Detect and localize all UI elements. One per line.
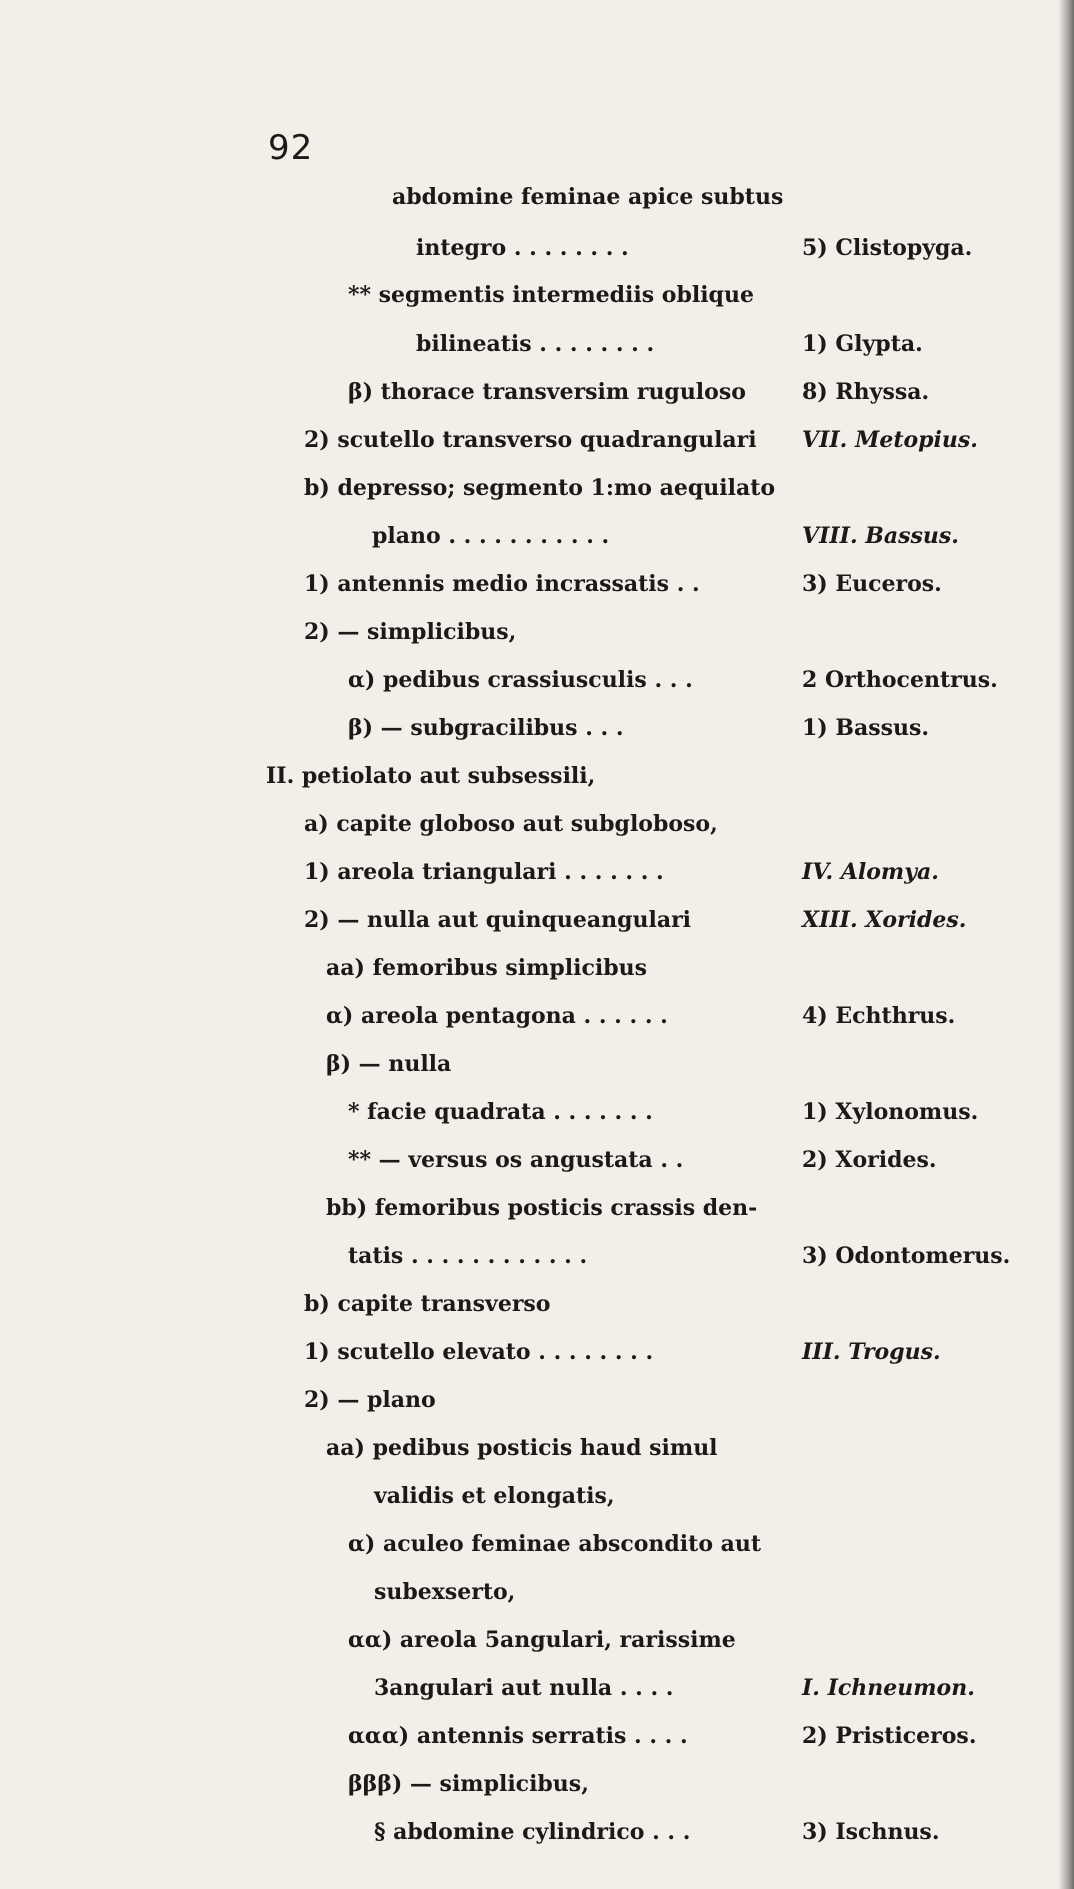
genus-entry: 5) Clistopyga.: [802, 235, 973, 261]
text-line: bb) femoribus posticis crassis den-: [326, 1195, 758, 1221]
text-line: integro . . . . . . . .: [416, 235, 629, 261]
genus-entry: I. Ichneumon.: [802, 1675, 975, 1701]
genus-entry: 2) Pristiceros.: [802, 1723, 977, 1749]
genus-entry: 1) Xylonomus.: [802, 1099, 979, 1125]
genus-entry: 2 Orthocentrus.: [802, 667, 998, 693]
genus-entry: 2) Xorides.: [802, 1147, 937, 1173]
genus-entry: VII. Metopius.: [802, 427, 978, 453]
text-line: subexserto,: [374, 1579, 516, 1605]
genus-entry: 1) Glypta.: [802, 331, 923, 357]
genus-entry: 8) Rhyssa.: [802, 379, 930, 405]
text-line: § abdomine cylindrico . . .: [374, 1819, 691, 1845]
text-line: ** — versus os angustata . .: [348, 1147, 684, 1173]
text-line: ααα) antennis serratis . . . .: [348, 1723, 688, 1749]
text-line: aa) pedibus posticis haud simul: [326, 1435, 718, 1461]
text-line: α) aculeo feminae abscondito aut: [348, 1531, 762, 1557]
genus-entry: 3) Ischnus.: [802, 1819, 940, 1845]
genus-entry: 1) Bassus.: [802, 715, 930, 741]
text-line: II. petiolato aut subsessili,: [266, 763, 596, 789]
page-edge-shadow: [1058, 0, 1074, 1889]
text-line: 2) — plano: [304, 1387, 436, 1413]
genus-entry: III. Trogus.: [802, 1339, 941, 1365]
text-line: aa) femoribus simplicibus: [326, 955, 647, 981]
text-line: b) capite transverso: [304, 1291, 551, 1317]
text-line: βββ) — simplicibus,: [348, 1771, 589, 1797]
text-line: α) areola pentagona . . . . . .: [326, 1003, 668, 1029]
text-line: β) — nulla: [326, 1051, 452, 1077]
text-line: ** segmentis intermediis oblique: [348, 282, 754, 308]
text-line: b) depresso; segmento 1:mo aequilato: [304, 475, 776, 501]
text-line: bilineatis . . . . . . . .: [416, 331, 655, 357]
genus-entry: VIII. Bassus.: [802, 523, 959, 549]
text-line: 1) scutello elevato . . . . . . . .: [304, 1339, 654, 1365]
text-line: 2) — nulla aut quinqueangulari: [304, 907, 692, 933]
text-line: plano . . . . . . . . . . .: [372, 523, 610, 549]
genus-entry: XIII. Xorides.: [802, 907, 967, 933]
genus-entry: 3) Euceros.: [802, 571, 942, 597]
text-line: abdomine feminae apice subtus: [392, 184, 784, 210]
text-line: * facie quadrata . . . . . . .: [348, 1099, 653, 1125]
text-line: β) thorace transversim ruguloso: [348, 379, 746, 405]
text-line: 1) areola triangulari . . . . . . .: [304, 859, 664, 885]
text-line: 3angulari aut nulla . . . .: [374, 1675, 674, 1701]
text-line: αα) areola 5angulari, rarissime: [348, 1627, 736, 1653]
text-line: 2) scutello transverso quadrangulari: [304, 427, 757, 453]
genus-entry: 3) Odontomerus.: [802, 1243, 1011, 1269]
text-line: a) capite globoso aut subgloboso,: [304, 811, 718, 837]
text-line: 1) antennis medio incrassatis . .: [304, 571, 700, 597]
genus-entry: IV. Alomya.: [802, 859, 939, 885]
genus-entry: 4) Echthrus.: [802, 1003, 956, 1029]
page-number: 92: [268, 128, 314, 168]
text-line: validis et elongatis,: [374, 1483, 615, 1509]
text-line: 2) — simplicibus,: [304, 619, 517, 645]
text-line: β) — subgracilibus . . .: [348, 715, 624, 741]
text-line: tatis . . . . . . . . . . . .: [348, 1243, 588, 1269]
text-line: α) pedibus crassiusculis . . .: [348, 667, 693, 693]
